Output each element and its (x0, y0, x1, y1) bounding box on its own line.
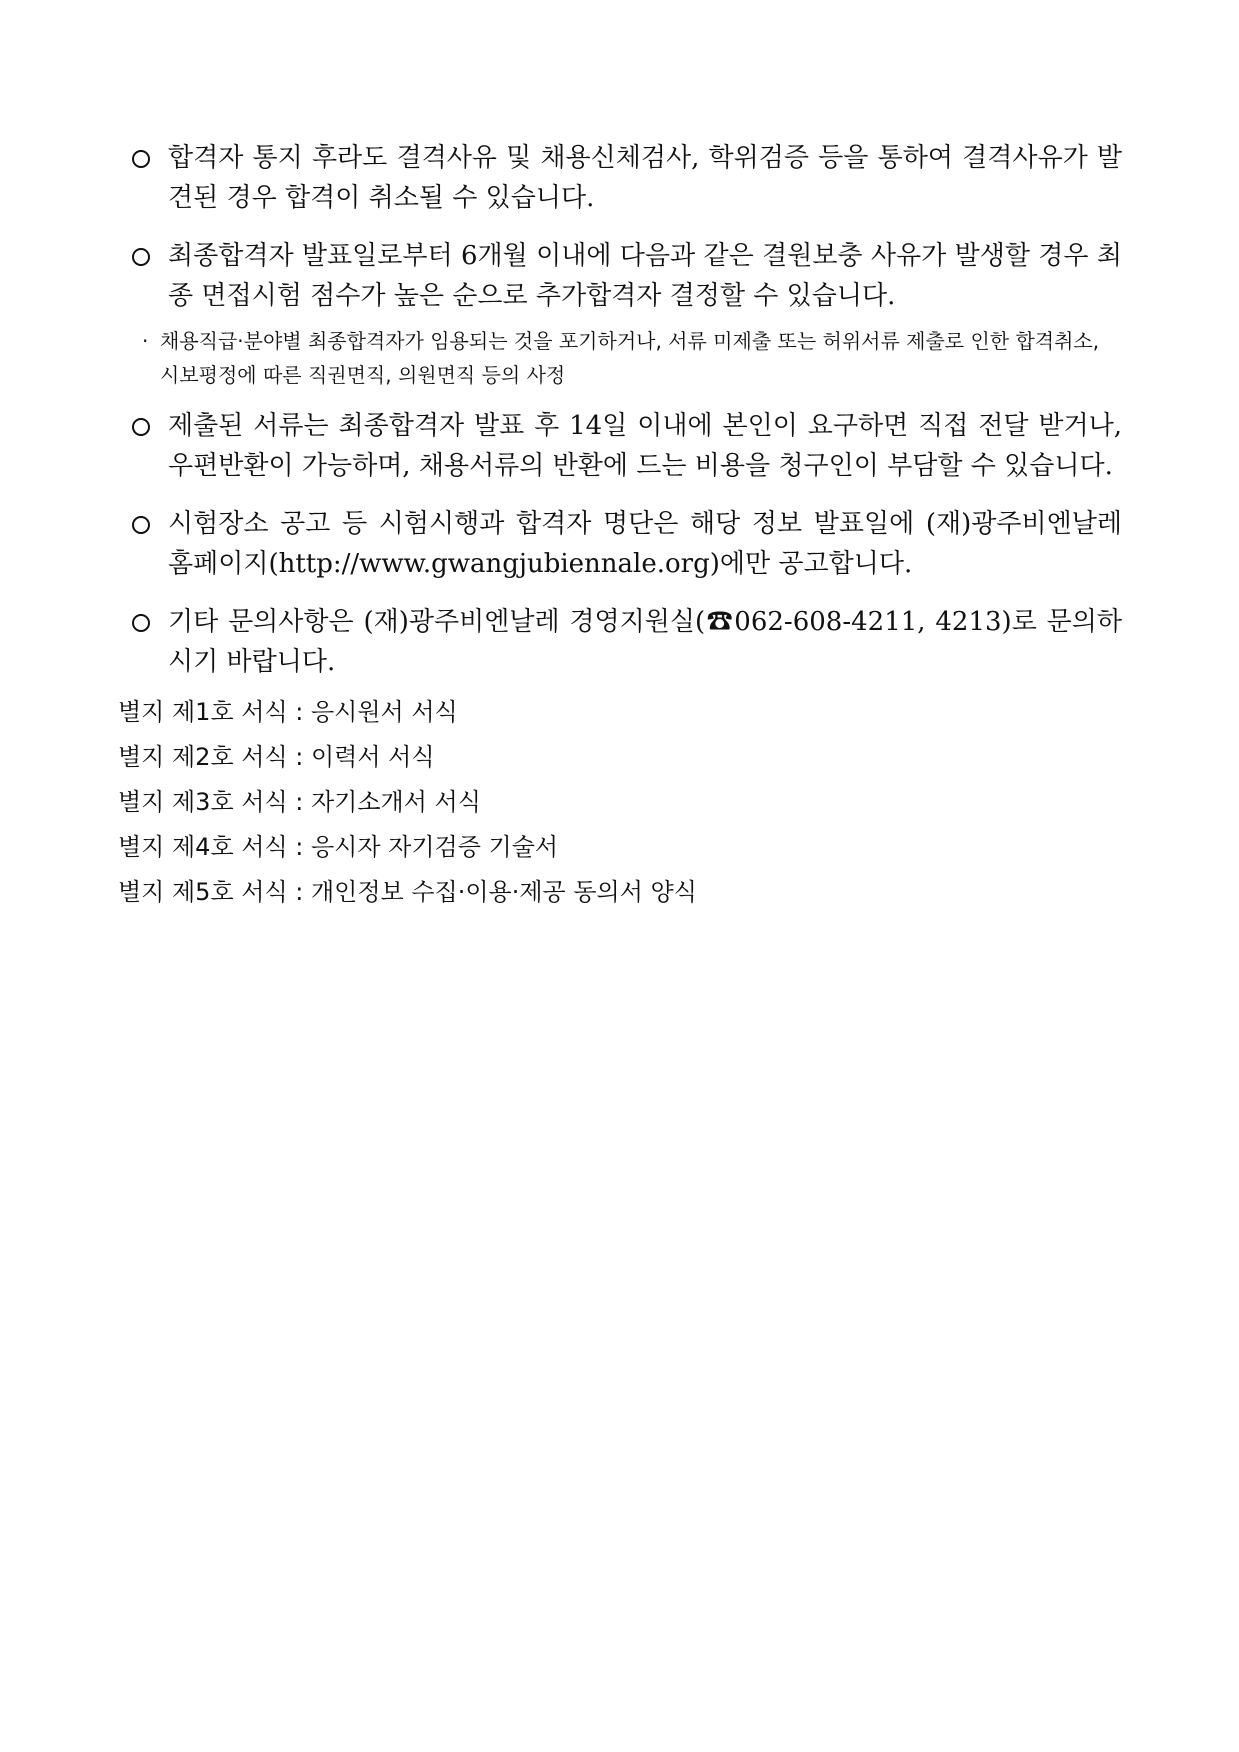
circle-bullet-icon (132, 614, 150, 632)
notice-text: 시험장소 공고 등 시험시행과 합격자 명단은 해당 정보 발표일에 (재)광주비엔날레 홈페이지(http://www.gwangjubiennale.org)에만 공고합니다. (168, 509, 1122, 579)
attachment-form-3: 별지 제3호 서식 : 자기소개서 서식 (118, 788, 481, 816)
notice-text: 제출된 서류는 최종합격자 발표 후 14일 이내에 본인이 요구하면 직접 전달 받거나, 우편반환이 가능하며, 채용서류의 반환에 드는 비용을 청구인이 부담할 수 있습니다. (168, 411, 1122, 481)
circle-bullet-icon (132, 516, 150, 534)
notice-text: 합격자 통지 후라도 결격사유 및 채용신체검사, 학위검증 등을 통하여 결격사유가 발견된 경우 합격이 취소될 수 있습니다. (168, 143, 1122, 213)
notice-text: 최종합격자 발표일로부터 6개월 이내에 다음과 같은 결원보충 사유가 발생할 경우 최종 면접시험 점수가 높은 순으로 추가합격자 결정할 수 있습니다. (168, 241, 1122, 311)
notice-item-document-return (132, 406, 1122, 486)
circle-bullet-icon (132, 418, 150, 436)
notice-item-additional-pass (132, 236, 1122, 316)
attachment-form-4: 별지 제4호 서식 : 응시자 자기검증 기술서 (118, 833, 559, 861)
attachment-form-2: 별지 제2호 서식 : 이력서 서식 (118, 743, 435, 771)
notice-subnote-vacancy-reasons (142, 324, 1122, 392)
attachment-form-5: 별지 제5호 서식 : 개인정보 수집·이용·제공 동의서 양식 (118, 878, 697, 906)
notice-item-disqualification (132, 138, 1122, 218)
circle-bullet-icon (132, 248, 150, 266)
notice-item-announcement (132, 504, 1122, 584)
attachment-form-list (118, 690, 1018, 915)
subnote-text: 채용직급·분야별 최종합격자가 임용되는 것을 포기하거나, 서류 미제출 또는 허위서류 제출로 인한 합격취소, 시보평정에 따른 직권면직, 의원면직 등의 사정 (160, 329, 1100, 387)
circle-bullet-icon (132, 150, 150, 168)
notice-text: 기타 문의사항은 (재)광주비엔날레 경영지원실(☎062-608-4211, 4213)로 문의하시기 바랍니다. (168, 607, 1122, 677)
notice-list (132, 138, 1122, 700)
notice-item-inquiries (132, 602, 1122, 682)
dot-bullet-icon: · (142, 329, 149, 353)
attachment-form-1: 별지 제1호 서식 : 응시원서 서식 (118, 698, 458, 726)
